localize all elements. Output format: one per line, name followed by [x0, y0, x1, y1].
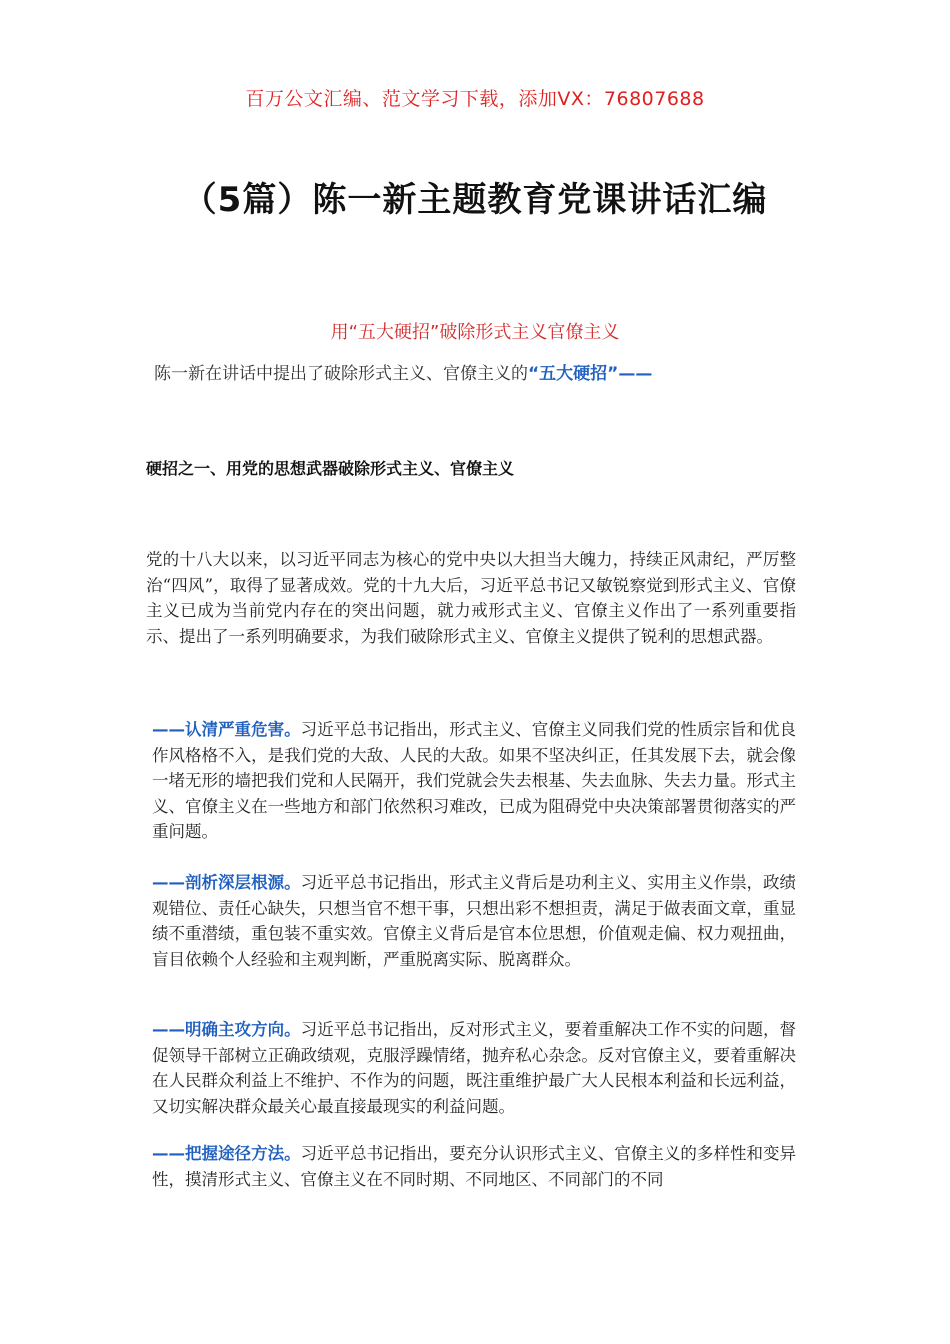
section-heading: 硬招之一、用党的思想武器破除形式主义、官僚主义 — [146, 459, 515, 478]
point-paragraph — [152, 1141, 796, 1192]
point-text: 习近平总书记指出，要充分认识形式主义、官僚主义的多样性和变异性，摸清形式主义、官僚主义在不同时期、不同地区、不同部门的不同 — [152, 1144, 797, 1189]
point-text: 习近平总书记指出，形式主义、官僚主义同我们党的性质宗旨和优良作风格格不入，是我们党的大敌、人民的大敌。如果不坚决纠正，任其发展下去，就会像一堵无形的墙把我们党和人民隔开，我们党就会失去根基、失去血脉、失去力量。形式主义、官僚主义在一些地方和部门依然积习难改，已成为阻碍党中央决策部署贯彻落实的严重问题。 — [152, 720, 797, 842]
article-title: 用“五大硬招”破除形式主义官僚主义 — [330, 322, 620, 343]
intro-paragraph: 党的十八大以来，以习近平同志为核心的党中央以大担当大魄力，持续正风肃纪，严厉整治“四风”，取得了显著成效。党的十九大后，习近平总书记又敏锐察觉到形式主义、官僚主义已成为当前党内存在的突出问题，就力戒形式主义、官僚主义作出了一系列重要指示、提出了一系列明确要求，为我们破除形式主义、官僚主义提供了锐利的思想武器。 — [146, 550, 796, 646]
point-lead-in: ——剖析深层根源。 — [152, 873, 301, 892]
point-paragraph — [152, 717, 796, 845]
lead-emphasis: “五大硬招”—— — [528, 364, 653, 384]
point-lead-in: ——认清严重危害。 — [152, 720, 301, 739]
point-text: 习近平总书记指出，反对形式主义，要着重解决工作不实的问题，督促领导干部树立正确政绩观，克服浮躁情绪，抛弃私心杂念。反对官僚主义，要着重解决在人民群众利益上不维护、不作为的问题，既注重维护最广大人民根本利益和长远利益，又切实解决群众最关心最直接最现实的利益问题。 — [152, 1020, 797, 1116]
promo-banner: 百万公文汇编、范文学习下载，添加VX：76807688 — [245, 88, 705, 110]
document-title: （5篇）陈一新主题教育党课讲话汇编 — [182, 180, 768, 220]
lead-sentence — [154, 359, 774, 384]
lead-text: 陈一新在讲话中提出了破除形式主义、官僚主义的 — [154, 364, 528, 384]
point-paragraph — [152, 1017, 796, 1119]
point-lead-in: ——明确主攻方向。 — [152, 1020, 301, 1039]
point-text: 习近平总书记指出，形式主义背后是功利主义、实用主义作祟，政绩观错位、责任心缺失，只想当官不想干事，只想出彩不想担责，满足于做表面文章，重显绩不重潜绩，重包装不重实效。官僚主义背后是官本位思想，价值观走偏、权力观扭曲，盲目依赖个人经验和主观判断，严重脱离实际、脱离群众。 — [152, 873, 797, 969]
point-lead-in: ——把握途径方法。 — [152, 1144, 301, 1163]
point-paragraph — [152, 870, 796, 972]
